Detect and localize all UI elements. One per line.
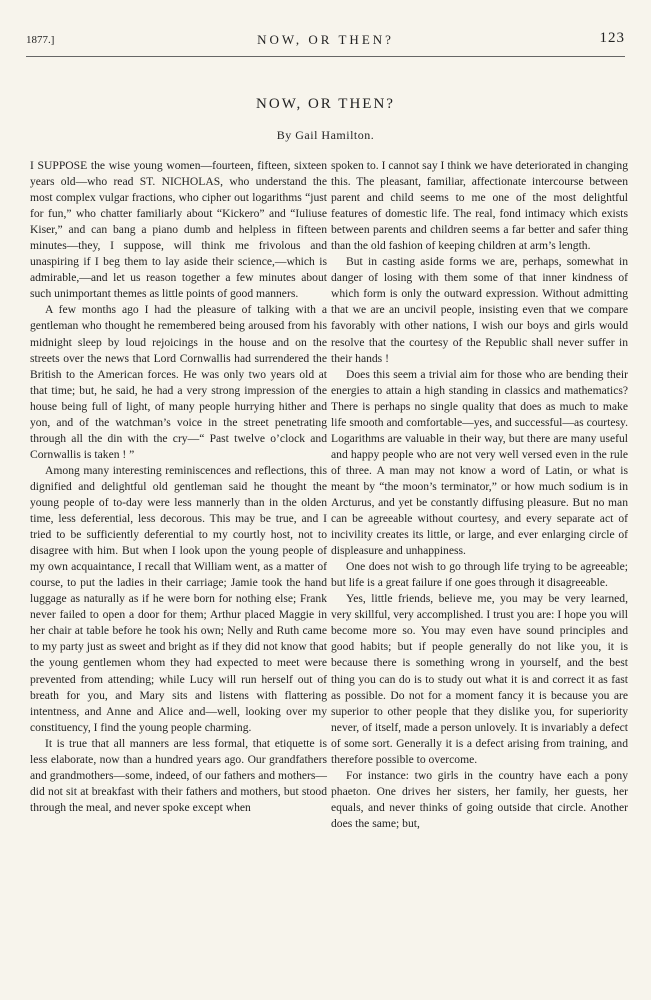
paragraph: But in casting aside forms we are, perhaps, somewhat in danger of losing with them some of that inner kindness of which form is only the outward expression. Without admitting that we are an uncivil people, insisting even that we compare favorably with other nations, I wish our boys and girls would resolve that the courtesy of the Republic shall never suffer in their hands ! — [331, 255, 628, 365]
running-header — [26, 30, 625, 48]
header-rule — [26, 56, 625, 57]
paragraph: I SUPPOSE the wise young women—fourteen, fifteen, sixteen years old—who read ST. NICHOLAS, who understand the most complex vulgar fractions, who cipher out logarithms “just for fun,” who chatter familiarly about “Kickero” and “Iuliuse Kiser,” and can bang a piano dumb and helpless in fifteen minutes—they, I suppose, will think me frivolous and unaspiring if I beg them to lay aside their science,—which is admirable,—and let us reason together a few minutes about such unimportant themes as little points of good manners. — [30, 159, 327, 301]
right-column — [331, 158, 628, 832]
running-title: NOW, OR THEN? — [257, 32, 394, 47]
paragraph: A few months ago I had the pleasure of talking with a gentleman who thought he remembered being aroused from his midnight sleep by loud rejoicings in the house and on the streets over the news that Lord Cornwallis had surrendered the British to the American forces. He was only two years old at that time; but, he said, he had a very strong impression of the house being full of light, of many people hurrying hither and yon, and of the watchman’s voice in the street penetrating through all the din with the cry—“ Past twelve o’clock and Cornwallis is taken ! ” — [30, 303, 327, 461]
article-byline: By Gail Hamilton. — [276, 128, 375, 142]
left-column — [30, 158, 327, 816]
paragraph: Among many interesting reminiscences and reflections, this dignified and delightful old gentleman said he thought the young people of to-day were less mannerly than in the olden time, less deferential, less decorous. This may be true, and I tried to be sufficiently deferential to my courtly host, not to disagree with him. But when I look upon the young people of my own acquaintance, I recall that William went, as a matter of course, to put the ladies in their carriage; Jamie took the hand luggage as naturally as if he were born for nothing else; Frank never failed to open a door for them; Arthur placed Maggie in her chair at table before he took his own; Nelly and Ruth came to my party just as sweet and bright as if they did not know that the young gentlemen whom they had expected to meet were prevented from attending; while Lucy will run herself out of breath for you, and Mary sits and listens with flattering intentness, and Anne and Alice and—well, looking over my constituency, I find the young people charming. — [30, 463, 327, 734]
paragraph: For instance: two girls in the country have each a pony phaeton. One drives her sisters, her family, her guests, her equals, and never thinks of going outside that circle. Another does the same; but, — [331, 768, 628, 830]
page-number: 123 — [599, 30, 625, 46]
paragraph: Does this seem a trivial aim for those who are bending their energies to attain a high standing in classics and mathematics? There is perhaps no single quality that does as much to make life smooth and comfortable—yes, and successful—as courtesy. Logarithms are valuable in their way, but there are many useful and happy people who are not very well versed even in the rule of three. A man may not know a word of Latin, or what is meant by “the moon’s terminator,” or how much sodium is in Arcturus, and yet be constantly diffusing pleasure. But no man can be agreeable without courtesy, and every separate act of incivility creates its little, or large, and ever enlarging circle of displeasure and unhappiness. — [331, 367, 628, 558]
paragraph: One does not wish to go through life trying to be agreeable; but life is a great failure if one goes through it disagreeable. — [331, 560, 628, 590]
paragraph: It is true that all manners are less formal, that etiquette is less elaborate, now than a hundred years ago. Our grandfathers and grandmothers—some, indeed, of our fathers and mothers—did not sit at breakfast with their fathers and mothers, but stood through the meal, and never spoke except when — [30, 736, 327, 814]
article-title: NOW, OR THEN? — [256, 96, 395, 112]
paragraph: spoken to. I cannot say I think we have deteriorated in changing this. The pleasant, familiar, affectionate intercourse between parent and child seems to me one of the most delightful features of domestic life. The real, fond intimacy which exists between parents and children seems a far better and safer thing than the old fashion of keeping children at arm’s length. — [331, 159, 628, 253]
paragraph: Yes, little friends, believe me, you may be very learned, very skillful, very accomplished. I trust you are: I hope you will become more so. You may even have sound principles and good habits; but if people generally do not like you, it is because there is something wrong in yourself, and the best thing you can do is to study out what it is and correct it as fast as possible. Do not for a moment fancy it is because you are superior to other people that they dislike you, for superiority never, of itself, made a person unlovely. It is invariably a defect of some sort. Generally it is a defect arising from training, and therefore possible to overcome. — [331, 592, 628, 766]
header-year: 1877.] — [26, 34, 55, 46]
